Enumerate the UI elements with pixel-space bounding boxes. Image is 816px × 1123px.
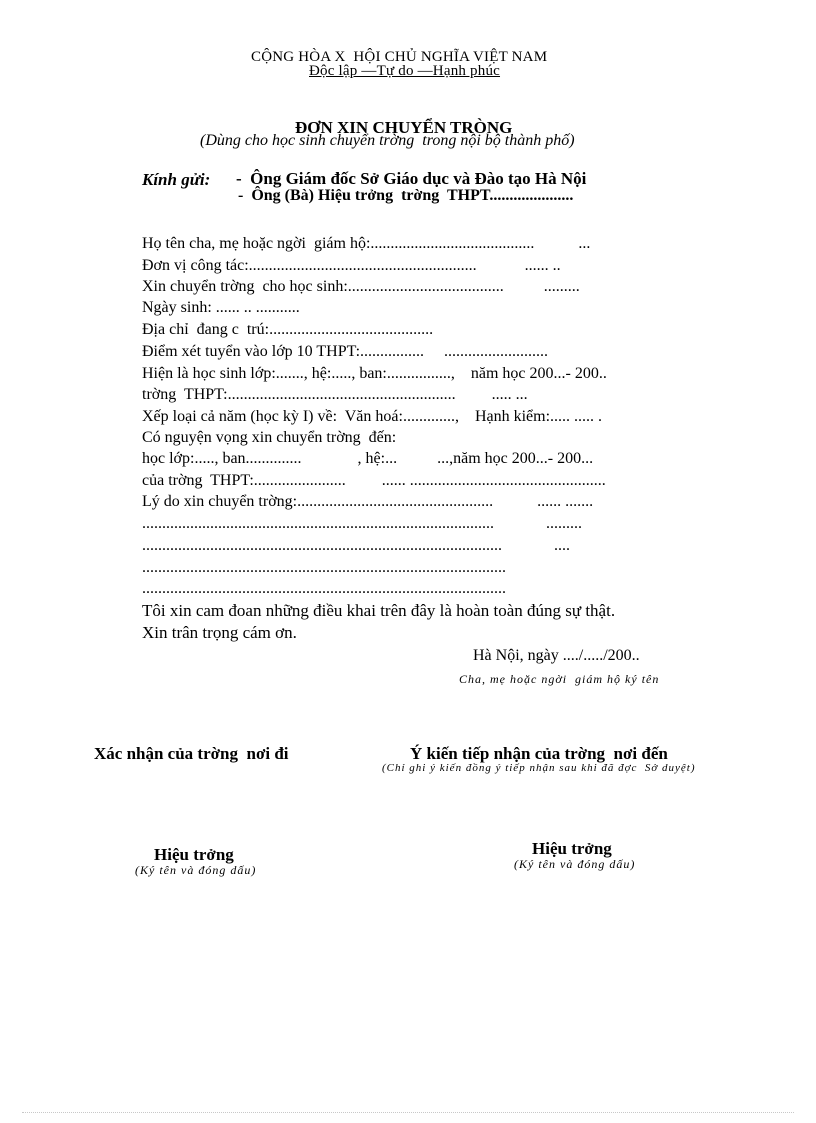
reason-line-4: ........................................................................................... [142,580,506,597]
origin-principal-title: Hiệu trởng [154,845,234,864]
field-birth-date: Ngày sinh: ...... .. ........... [142,299,300,316]
form-title: ĐƠN XIN CHUYỂN TRÒNG [295,118,513,137]
field-ranking: Xếp loại cả năm (học kỳ I) về: Văn hoá:............., Hạnh kiểm:..... ..... . [142,408,603,425]
recipient-label: Kính gửi: [142,170,211,189]
date-line: Hà Nội, ngày ..../...../200.. [473,647,640,664]
origin-sign-note: (Ký tên và đóng dấu) [135,863,257,877]
destination-sign-note: (Ký tên và đóng dấu) [514,857,636,871]
reason-line-2: .......................................................................................... .... [142,537,570,554]
signer-label: Cha, mẹ hoặc ngời giám hộ ký tên [459,672,660,686]
field-workplace: Đơn vị công tác:......................................................... ...... .. [142,257,561,274]
field-guardian-name: Họ tên cha, mẹ hoặc ngời giám hộ:......................................... ... [142,235,591,252]
field-admission-score: Điểm xét tuyển vào lớp 10 THPT:................ .......................... [142,343,549,360]
national-motto: Độc lập —Tự do —Hạnh phúc [309,63,501,79]
field-current-school: trờng THPT:......................................................... ..... ... [142,386,528,403]
declaration-text: Tôi xin cam đoan những điều khai trên đây là hoàn toàn đúng sự thật. [142,601,616,620]
field-target-class: học lớp:....., ban.............. , hệ:... ...,năm học 200...- 200... [142,450,594,467]
recipient-line-2: - Ông (Bà) Hiệu trởng trờng THPT..................... [238,187,574,204]
field-address: Địa chỉ đang c trú:......................................... [142,321,434,338]
page-footer-rule [22,1112,794,1113]
destination-principal-title: Hiệu trởng [532,839,612,858]
form-subtitle: (Dùng cho học sinh chuyển trờng trong nội bộ thành phố) [200,132,575,149]
recipient-line-1: - Ông Giám đốc Sở Giáo dục và Đào tạo Hà Nội [236,169,587,188]
reason-line-3: ........................................................................................... [142,559,506,576]
thanks-text: Xin trân trọng cám ơn. [142,623,297,642]
origin-school-heading: Xác nhận của trờng nơi đi [94,744,289,763]
field-current-class: Hiện là học sinh lớp:......., hệ:....., ban:................, năm học 200...- 200.. [142,365,607,382]
field-transfer-wish: Có nguyện vọng xin chuyển trờng đến: [142,429,397,446]
field-target-school: của trờng THPT:....................... ...... ................................................. [142,472,606,489]
field-reason: Lý do xin chuyển trờng:................................................. ...... ....... [142,493,594,510]
destination-school-note: (Chỉ ghi ý kiến đồng ý tiếp nhận sau khi đã đợc Sở duyệt) [382,762,696,774]
field-student-name: Xin chuyển trờng cho học sinh:....................................... ......... [142,278,580,295]
destination-school-heading: Ý kiến tiếp nhận của trờng nơi đến [410,744,668,763]
national-title: CỘNG HÒA X HỘI CHỦ NGHĨA VIỆT NAM [251,49,548,65]
reason-line-1: ........................................................................................ ......... [142,515,582,532]
